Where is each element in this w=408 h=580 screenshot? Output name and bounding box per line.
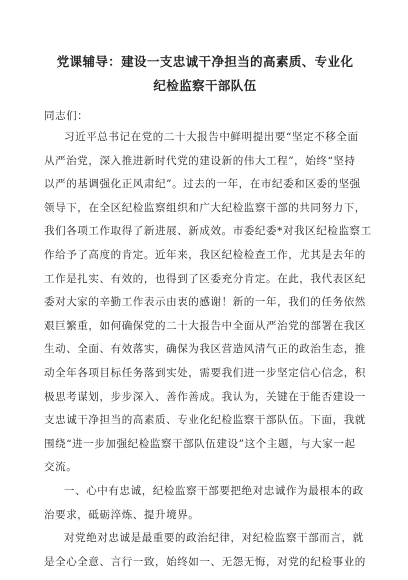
paragraph-line: 从严治党，深入推进新时代党的建设新的伟大工程”，始终“坚持	[44, 154, 356, 167]
document-title	[44, 50, 366, 98]
paragraph-line: 极思考谋划，步步深入、善作善成。我认为，关键在于能否建设一	[44, 390, 366, 403]
paragraph-line: 一、心中有忠诚，纪检监察干部要把绝对忠诚作为最根本的政	[64, 484, 364, 497]
paragraph-line: 是全心全意、言行一致，始终如一、无怨无悔，对党的纪检事业的	[44, 555, 366, 568]
paragraph-line: 委对大家的辛勤工作表示由衷的感谢！新的一年，我们的任务依然	[44, 296, 366, 309]
paragraph-line: 支忠诚干净担当的高素质、专业化纪检监察干部队伍。下面，我就	[44, 414, 366, 427]
paragraph-line: 艰巨繁重，如何确保党的二十大报告中全面从严治党的部署在我区	[44, 319, 366, 332]
paragraph-intro	[44, 126, 372, 480]
paragraph-line: 我们各项工作取得了新进展、新成效。市委纪委*对我区纪检监察工	[44, 225, 372, 238]
paragraph-line: 以严的基调强化正风肃纪”。过去的一年，在市纪委和区委的坚强	[44, 178, 361, 191]
paragraph-line: 治要求，砥砺淬炼、提升境界。	[44, 508, 200, 521]
paragraph-line: 交流。	[44, 461, 78, 474]
paragraph-line: 对党绝对忠诚是最重要的政治纪律，对纪检监察干部而言，就	[64, 532, 364, 545]
paragraph-line: 动全年各项目标任务落到实处，需要我们进一步坚定信心信念，积	[44, 366, 366, 379]
greeting: 同志们：	[44, 110, 89, 122]
title-line-2: 纪检监察干部队伍	[153, 78, 257, 93]
title-line-1: 党课辅导：建设一支忠诚干净担当的高素质、专业化	[56, 54, 354, 69]
paragraph-section1-body	[44, 527, 366, 574]
paragraph-line: 生动、全面、有效落实，确保为我区营造风清气正的政治生态，推	[44, 343, 366, 356]
paragraph-line: 工作是扎实、有效的，也得到了区委充分肯定。在此，我代表区纪	[44, 272, 366, 285]
paragraph-line: 围绕“进一步加强纪检监察干部队伍建设”这个主题，与大家一起	[44, 437, 356, 450]
paragraph-line: 习近平总书记在党的二十大报告中鲜明提出要“坚定不移全面	[64, 131, 359, 143]
paragraph-line: 作给予了高度的肯定。近年来，我区纪检检查工作，尤其是去年的	[44, 248, 366, 261]
paragraph-line: 领导下，在全区纪检监察组织和广大纪检监察干部的共同努力下，	[44, 201, 366, 214]
section-heading-1	[44, 480, 366, 527]
